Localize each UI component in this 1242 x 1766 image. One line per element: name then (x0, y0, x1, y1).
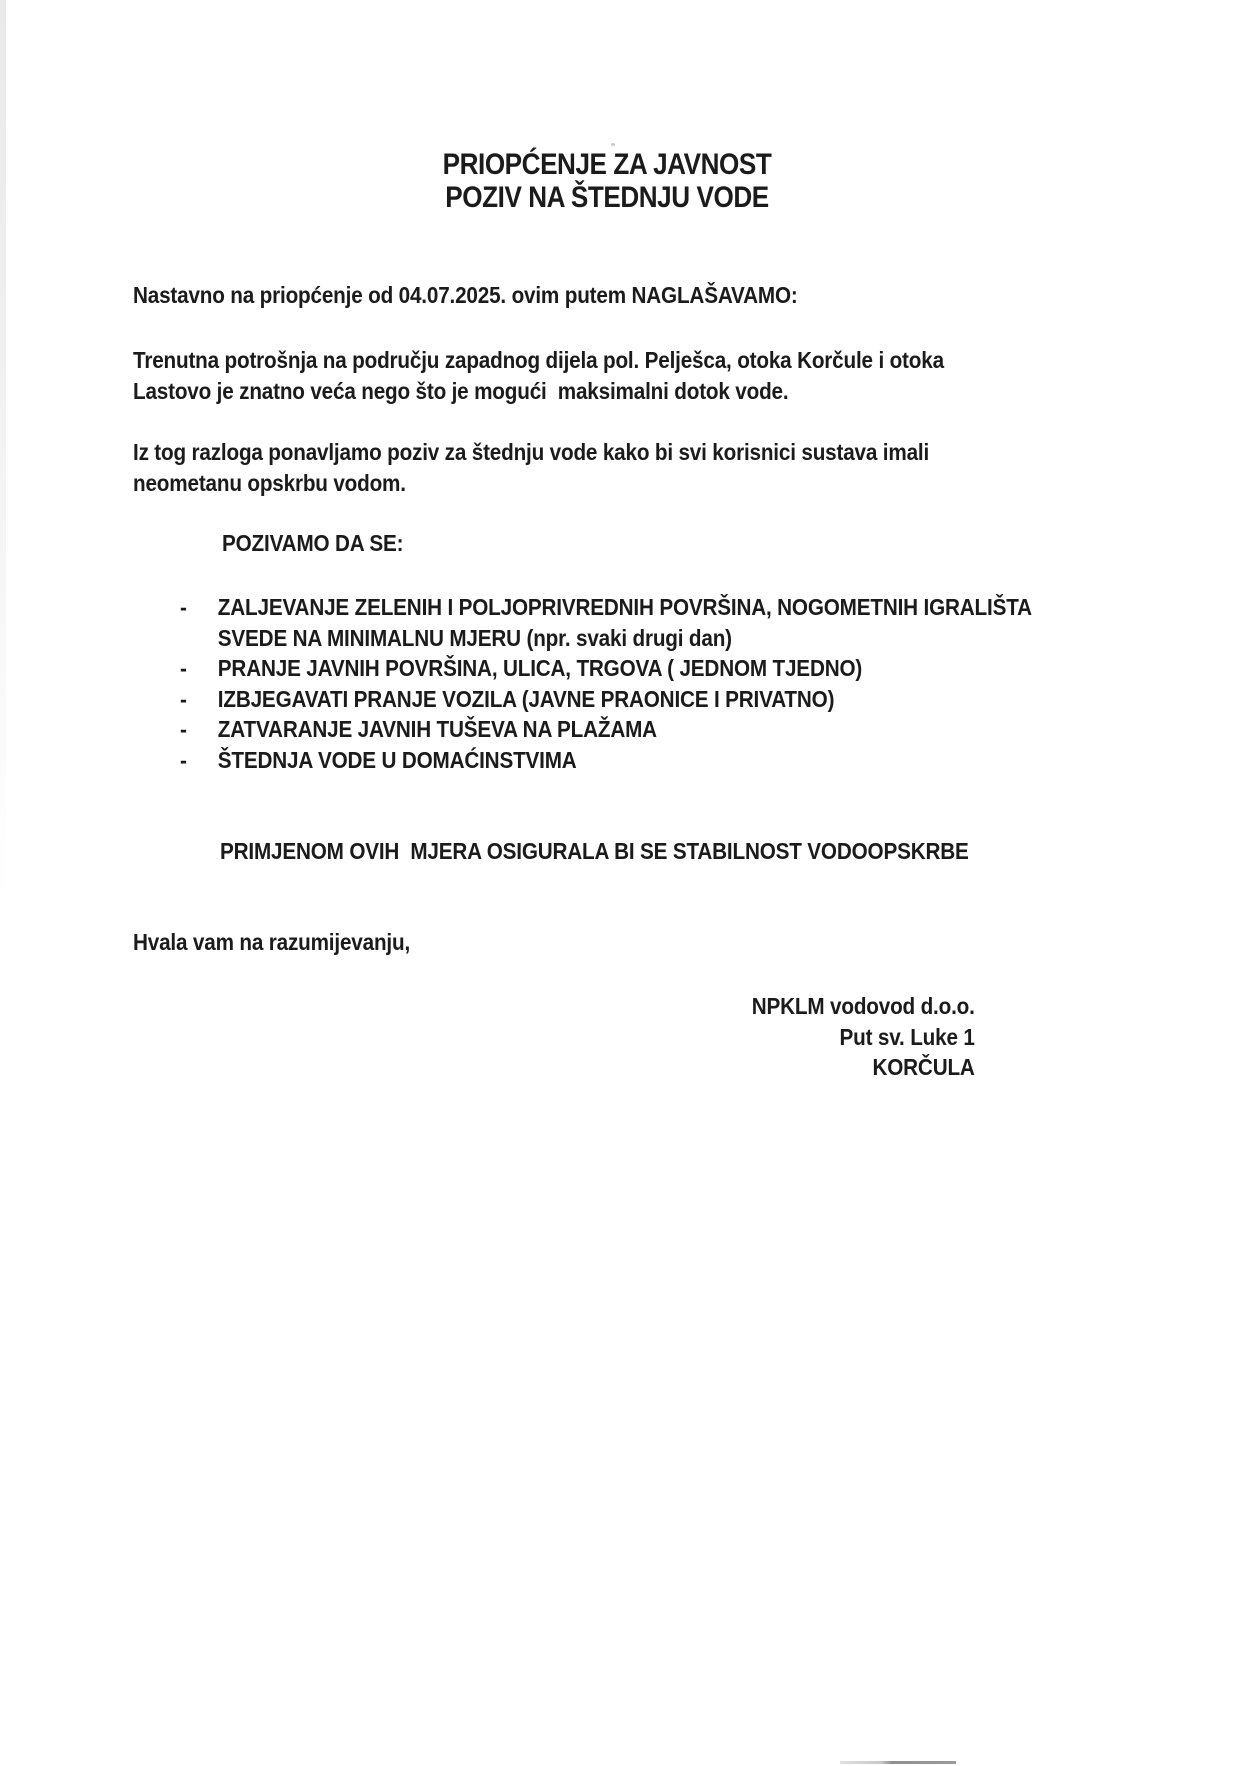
bullet-dash: - (180, 746, 187, 773)
thanks-text: Hvala vam na razumijevanju, (133, 929, 411, 955)
bullet-dash: - (180, 716, 187, 743)
text-line: IZBJEGAVATI PRANJE VOZILA (JAVNE PRAONICE I PRIVATNO) (217, 685, 835, 712)
bullet-text (218, 714, 1044, 745)
bullet-item (180, 714, 1044, 745)
bullet-item (180, 653, 1044, 684)
bullet-text (218, 684, 1044, 715)
document-title (79, 148, 1135, 214)
text-line: ŠTEDNJA VODE U DOMAĆINSTVIMA (217, 746, 577, 773)
bullet-item (180, 592, 1044, 653)
text-line: POZIV NA ŠTEDNJU VODE (445, 181, 769, 214)
text-line: PRANJE JAVNIH POVRŠINA, ULICA, TRGOVA ( JEDNOM TJEDNO) (217, 655, 863, 682)
text-line: ZATVARANJE JAVNIH TUŠEVA NA PLAŽAMA (217, 716, 657, 743)
bullet-dash: - (180, 685, 187, 712)
consumption-paragraph (133, 345, 944, 406)
text-line: Trenutna potrošnja na području zapadnog dijela pol. Pelješca, otoka Korčule i otoka (133, 347, 944, 373)
bullet-list (180, 592, 1044, 776)
bullet-item (180, 745, 1044, 776)
scan-speck-artifact (611, 143, 615, 146)
thanks-line (133, 927, 410, 958)
text-line: Put sv. Luke 1 (839, 1023, 975, 1050)
text-line: ZALJEVANJE ZELENIH I POLJOPRIVREDNIH POVRŠINA, NOGOMETNIH IGRALIŠTA (217, 594, 1032, 620)
bullet-dash: - (180, 594, 187, 620)
reason-paragraph (133, 437, 929, 498)
closing-statement (220, 836, 969, 867)
text-line: Iz tog razloga ponavljamo poziv za štednju vode kako bi svi korisnici sustava imali (133, 439, 930, 465)
call-heading (222, 528, 403, 559)
bullet-text (218, 745, 1044, 776)
scan-edge-artifact (0, 0, 6, 900)
text-line: PRIOPĆENJE ZA JAVNOST (442, 148, 772, 181)
closing-statement-line: PRIMJENOM OVIH MJERA OSIGURALA BI SE STABILNOST VODOOPSKRBE (220, 838, 969, 864)
text-line: NPKLM vodovod d.o.o. (752, 993, 975, 1019)
bullet-text (218, 653, 1044, 684)
text-line: KORČULA (872, 1054, 975, 1081)
scan-line-artifact (840, 1761, 956, 1764)
signature-block (752, 991, 975, 1083)
text-line: SVEDE NA MINIMALNU MJERU (npr. svaki drugi dan) (217, 624, 732, 651)
intro-line: Nastavno na priopćenje od 04.07.2025. ovim putem NAGLAŠAVAMO: (133, 282, 798, 308)
bullet-item (180, 684, 1044, 715)
call-heading-line: POZIVAMO DA SE: (222, 530, 404, 556)
bullet-dash: - (180, 655, 187, 682)
text-line: neometanu opskrbu vodom. (133, 469, 406, 496)
text-line: Lastovo je znatno veća nego što je mogući maksimalni dotok vode. (133, 377, 789, 404)
intro-paragraph (133, 280, 798, 311)
bullet-text (218, 592, 1044, 653)
